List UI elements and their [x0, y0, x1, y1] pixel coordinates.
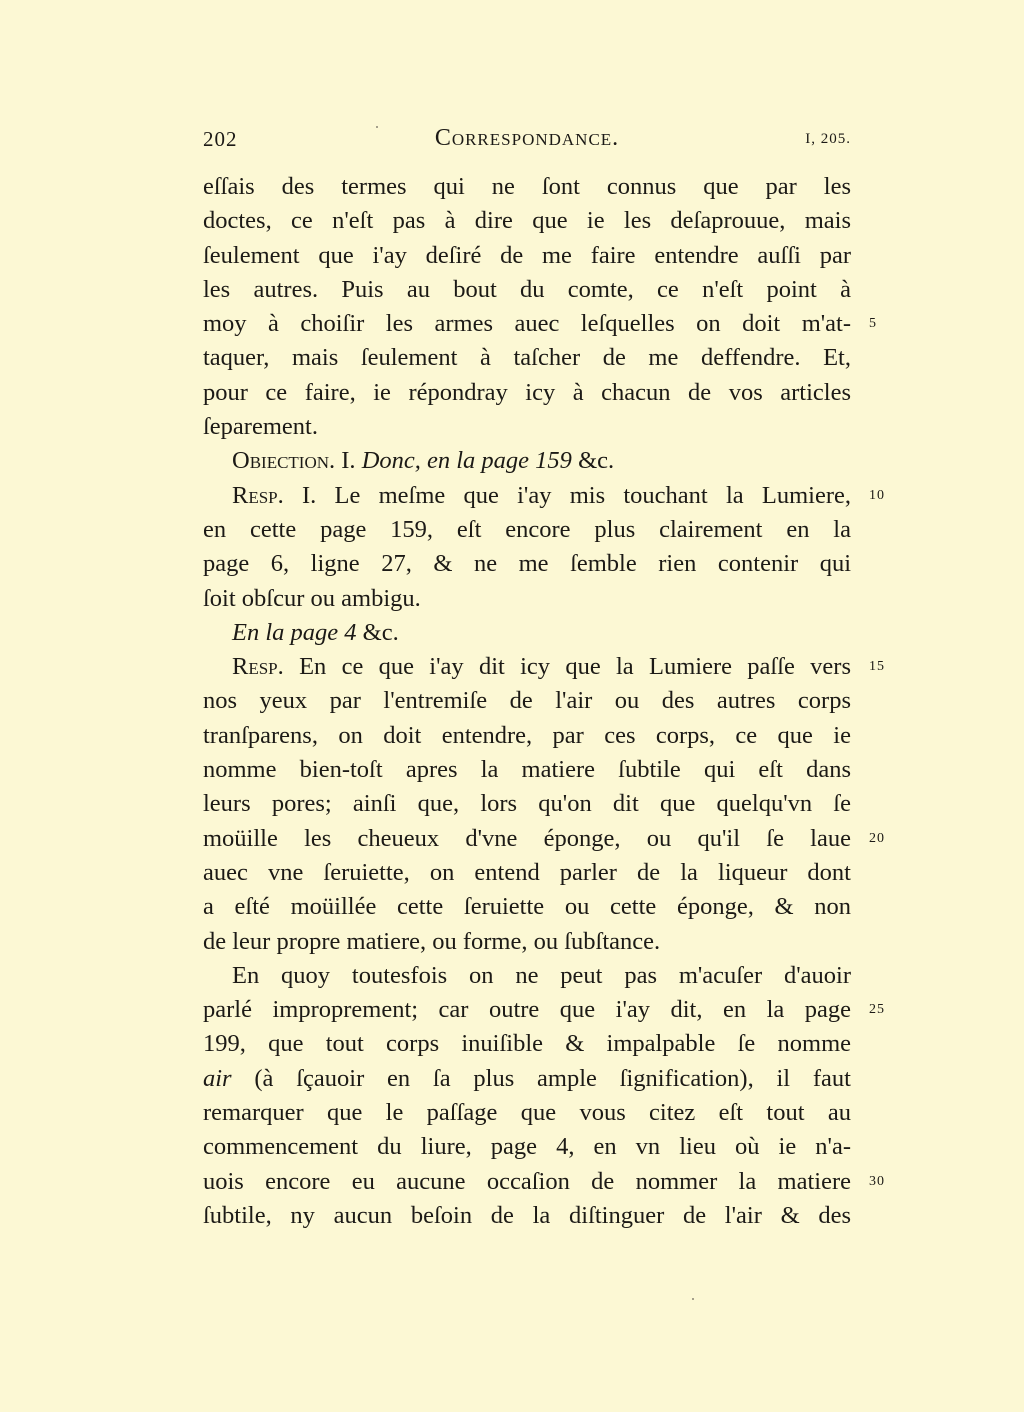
- text-line: [203, 753, 851, 787]
- text-line: [203, 170, 851, 204]
- line-text: de leur propre matiere, ou forme, ou ſubſtance.: [203, 927, 661, 955]
- line-text: 199, que tout corps inuiſible & impalpable ſe nomme: [203, 1030, 851, 1058]
- text-line: [203, 513, 851, 547]
- line-text: a eſté moüillée cette ſeruiette ou cette éponge, & non: [203, 893, 851, 921]
- line-text: nomme bien-toſt apres la matiere ſubtile qui eſt dans: [203, 756, 851, 784]
- line-number: 15: [869, 659, 885, 675]
- line-text: [203, 444, 851, 478]
- text-segment: &c.: [571, 447, 615, 475]
- line-number: 30: [869, 1173, 885, 1189]
- text-line: [203, 1130, 851, 1164]
- text-segment: Donc, en la page 159: [361, 447, 572, 475]
- line-text: page 6, ligne 27, & ne me ſemble rien contenir qui: [203, 550, 851, 578]
- line-text: tranſparens, on doit entendre, par ces corps, ce que ie: [203, 721, 851, 749]
- text-line: [203, 1165, 885, 1199]
- text-line: [203, 822, 885, 856]
- line-number: 5: [869, 316, 877, 332]
- text-line: [203, 1027, 851, 1061]
- line-text: remarquer que le paſſage que vous citez eſt tout au: [203, 1099, 851, 1127]
- text-line: [203, 1199, 851, 1233]
- text-line: [203, 273, 851, 307]
- line-text: [203, 479, 851, 513]
- line-text: doctes, ce n'eſt pas à dire que ie les deſaprouue, mais: [203, 207, 851, 235]
- text-line: [203, 856, 851, 890]
- text-segment: . I. Le meſme que i'ay mis touchant la Lumiere,: [277, 481, 851, 509]
- print-speck: [376, 126, 378, 128]
- page-number: 202: [203, 127, 238, 151]
- line-text: taquer, mais ſeulement à taſcher de me deffendre. Et,: [203, 344, 851, 372]
- text-segment: air: [203, 1064, 232, 1092]
- text-line: [203, 376, 851, 410]
- text-line: [203, 616, 851, 650]
- line-text: [203, 650, 851, 684]
- text-line: [203, 684, 851, 718]
- line-text: [203, 616, 851, 650]
- text-line: [203, 239, 851, 273]
- line-text: moy à choiſir les armes auec leſquelles on doit m'at-: [203, 310, 851, 338]
- text-line: [203, 787, 851, 821]
- body-text: [203, 170, 885, 1233]
- text-segment: &c.: [356, 618, 399, 646]
- text-line: [203, 890, 851, 924]
- line-text: En quoy toutesfois on ne peut pas m'acuſer d'auoir: [232, 961, 851, 989]
- text-segment: . I.: [329, 447, 362, 475]
- text-line: [203, 547, 851, 581]
- text-line: [203, 1096, 851, 1130]
- line-text: moüille les cheueux d'vne éponge, ou qu'il ſe laue: [203, 824, 851, 852]
- text-line: [203, 582, 851, 616]
- text-line: [203, 719, 851, 753]
- text-segment: En la page 4: [232, 618, 357, 646]
- line-text: commencement du liure, page 4, en vn lieu où ie n'a-: [203, 1133, 851, 1161]
- text-line: [203, 1062, 851, 1096]
- line-text: [203, 1062, 851, 1096]
- text-line: [203, 959, 851, 993]
- text-line: [203, 993, 885, 1027]
- line-text: pour ce faire, ie répondray icy à chacun de vos articles: [203, 378, 851, 406]
- line-text: nos yeux par l'entremiſe de l'air ou des autres corps: [203, 687, 851, 715]
- text-segment: (à ſçauoir en ſa plus ample ſignification), il faut: [231, 1064, 851, 1092]
- line-text: auec vne ſeruiette, on entend parler de la liqueur dont: [203, 858, 851, 886]
- text-line: [203, 307, 877, 341]
- line-text: les autres. Puis au bout du comte, ce n'eſt point à: [203, 275, 851, 303]
- text-segment: . En ce que i'ay dit icy que la Lumiere paſſe vers: [277, 653, 851, 681]
- line-text: uois encore eu aucune occaſion de nommer la matiere: [203, 1167, 851, 1195]
- text-segment: Obiection: [232, 447, 330, 475]
- line-text: leurs pores; ainſi que, lors qu'on dit que quelqu'vn ſe: [203, 790, 851, 818]
- line-number: 25: [869, 1002, 885, 1018]
- line-text: eſſais des termes qui ne ſont connus que par les: [203, 173, 851, 200]
- line-text: parlé improprement; car outre que i'ay dit, en la page: [203, 996, 851, 1024]
- text-line: [203, 479, 885, 513]
- line-text: ſeulement que i'ay deſiré de me faire entendre auſſi par: [203, 241, 851, 269]
- text-line: [203, 204, 851, 238]
- text-line: [203, 925, 851, 959]
- volume-reference: I, 205.: [805, 131, 851, 147]
- line-number: 20: [869, 830, 885, 846]
- line-text: en cette page 159, eſt encore plus clairement en la: [203, 515, 851, 543]
- line-text: ſoit obſcur ou ambigu.: [203, 584, 421, 612]
- line-text: ſeparement.: [203, 413, 318, 441]
- text-segment: Resp: [232, 481, 278, 509]
- text-segment: Resp: [232, 653, 278, 681]
- text-line: [203, 444, 851, 478]
- text-line: [203, 650, 885, 684]
- text-line: [203, 341, 851, 375]
- line-text: ſubtile, ny aucun beſoin de la diſtinguer de l'air & des: [203, 1201, 851, 1229]
- print-speck: [692, 1298, 694, 1300]
- line-number: 10: [869, 487, 885, 503]
- page-header: [203, 125, 851, 157]
- text-line: [203, 410, 851, 444]
- running-title: Correspondance.: [434, 125, 620, 151]
